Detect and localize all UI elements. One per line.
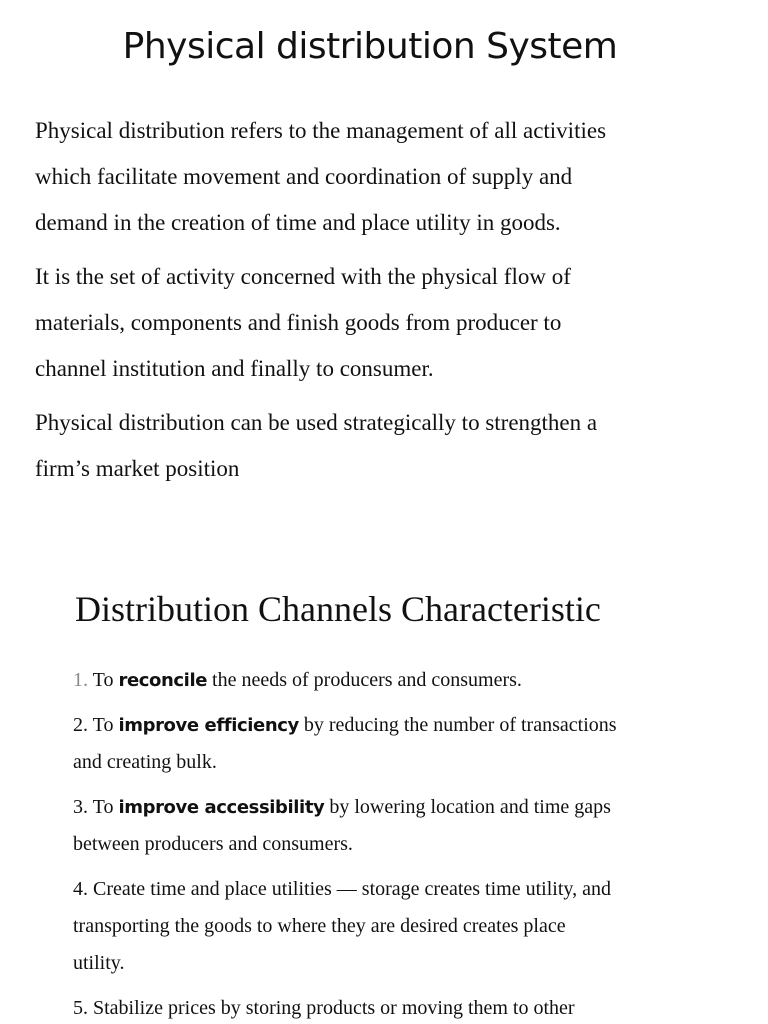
text-line: and creating bulk. — [73, 751, 217, 773]
text-run: 2. To — [73, 714, 119, 736]
text-line: firm’s market position — [35, 456, 240, 481]
text-line: demand in the creation of time and place utility in goods. — [35, 210, 561, 235]
characteristics-list — [73, 662, 753, 1024]
intro-paragraph-3 — [35, 400, 745, 492]
list-item — [73, 789, 753, 863]
list-item — [73, 990, 753, 1024]
section-title: Distribution Channels Characteristic — [75, 589, 601, 629]
list-item — [73, 707, 753, 781]
text-line — [73, 707, 753, 744]
keyword: improve accessibility — [118, 797, 325, 818]
text-line: between producers and consumers. — [73, 833, 353, 855]
text-line: channel institution and finally to consumer. — [35, 356, 434, 381]
text-line: 5. Stabilize prices by storing products or moving them to other — [73, 997, 575, 1019]
text-run: by reducing the number of transactions — [298, 714, 617, 736]
intro-paragraph-1 — [35, 108, 745, 246]
text-run: 3. To — [73, 796, 119, 818]
text-line: It is the set of activity concerned with the physical flow of — [35, 264, 571, 289]
text-run: the needs of producers and consumers. — [207, 669, 522, 691]
intro-paragraph-2 — [35, 254, 745, 392]
intro-section — [35, 108, 745, 500]
text-line — [73, 789, 753, 826]
text-line: utility. — [73, 952, 125, 974]
keyword: reconcile — [118, 670, 208, 691]
text-line: transporting the goods to where they are desired creates place — [73, 915, 566, 937]
text-run: by lowering location and time gaps — [324, 796, 611, 818]
page-title: Physical distribution System — [122, 26, 618, 67]
text-run: To — [88, 669, 119, 691]
text-line: 4. Create time and place utilities — storage creates time utility, and — [73, 878, 611, 900]
text-line: Physical distribution can be used strategically to strengthen a — [35, 410, 598, 435]
text-line — [73, 662, 753, 699]
text-line: materials, components and finish goods from producer to — [35, 310, 562, 335]
list-item — [73, 871, 753, 982]
list-number: 1. — [73, 669, 88, 691]
list-item — [73, 662, 753, 699]
text-line: which facilitate movement and coordination of supply and — [35, 164, 573, 189]
text-line: Physical distribution refers to the management of all activities — [35, 118, 607, 143]
keyword: improve efficiency — [118, 715, 299, 736]
